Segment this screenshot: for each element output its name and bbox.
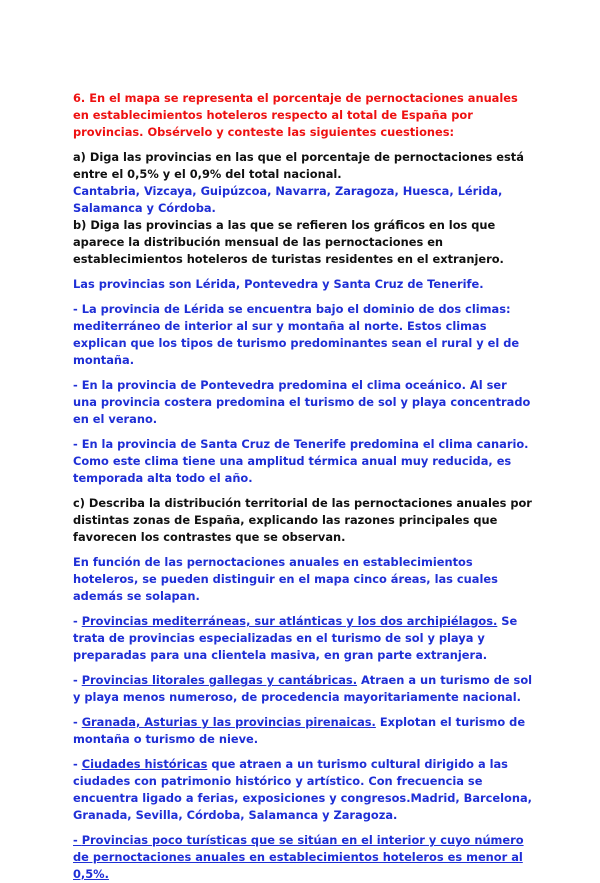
area-text: Explotan el turismo de montaña o turismo de nieve. (73, 715, 526, 746)
area-item-mediterranean (73, 613, 533, 664)
part-b-question: b) Diga las provincias a las que se refieren los gráficos en los que aparece la distribución mensual de las pernoctaciones en establecimientos hoteleros de turistas residentes en el extranjero. (73, 218, 504, 266)
area-prefix: - (73, 673, 82, 687)
part-c-question: c) Describa la distribución territorial de las pernoctaciones anuales por distintas zonas de España, explicando las razones principales que favorecen los contrastes que se observan. (73, 496, 532, 544)
area-item-galicia-cantabria (73, 672, 533, 706)
part-a-answer: Cantabria, Vizcaya, Guipúzcoa, Navarra, Zaragoza, Huesca, Lérida, Salamanca y Córdoba. (73, 184, 503, 215)
area-prefix: - (73, 715, 82, 729)
area-text: Atraen a un turismo de sol y playa menos numeroso, de procedencia mayoritariamente nacional. (73, 673, 533, 704)
area-title: Granada, Asturias y las provincias pirenaicas. (81, 715, 376, 729)
area-title: Provincias poco turísticas que se sitúan en el interior y cuyo número de pernoctaciones anuales en establecimientos hoteleros es menor al 0,5%. (73, 833, 524, 881)
part-a-question: a) Diga las provincias en las que el porcentaje de pernoctaciones está entre el 0,5% y el 0,9% del total nacional. (73, 150, 524, 181)
area-prefix: - (73, 833, 82, 847)
area-title: Provincias mediterráneas, sur atlánticas y los dos archipiélagos. (81, 614, 498, 628)
document-content (73, 90, 533, 883)
area-title: Ciudades históricas (81, 757, 208, 771)
part-b-item-tenerife: - En la provincia de Santa Cruz de Tenerife predomina el clima canario. Como este clima tiene una amplitud térmica anual muy reducida, es temporada alta todo el año. (73, 437, 529, 485)
part-b-answer: Las provincias son Lérida, Pontevedra y Santa Cruz de Tenerife. (73, 277, 484, 291)
question-heading: 6. En el mapa se representa el porcentaje de pernoctaciones anuales en establecimientos hoteleros respecto al total de España por provincias. Obsérvelo y conteste las siguientes cuestiones: (73, 91, 518, 139)
area-title: Provincias litorales gallegas y cantábricas. (81, 673, 358, 687)
part-c-intro: En función de las pernoctaciones anuales en establecimientos hoteleros, se pueden distinguir en el mapa cinco áreas, las cuales además se solapan. (73, 555, 498, 603)
area-item-historic-cities (73, 756, 533, 824)
part-b-item-pontevedra: - En la provincia de Pontevedra predomina el clima oceánico. Al ser una provincia costera predomina el turismo de sol y playa concentrado en el verano. (73, 378, 531, 426)
area-text: Se trata de provincias especializadas en el turismo de sol y playa y preparadas para una clientela masiva, en gran parte extranjera. (73, 614, 518, 662)
area-item-mountain (73, 714, 533, 748)
area-prefix: - (73, 757, 82, 771)
area-item-low-tourism (73, 832, 533, 883)
area-prefix: - (73, 614, 82, 628)
part-b-item-lerida: - La provincia de Lérida se encuentra bajo el dominio de dos climas: mediterráneo de interior al sur y montaña al norte. Estos climas explican que los tipos de turismo predominantes sean el rural y el de montaña. (73, 302, 520, 367)
area-text: que atraen a un turismo cultural dirigido a las ciudades con patrimonio histórico y artístico. Con frecuencia se encuentra ligado a ferias, exposiciones y congresos.Madrid, Barcelona, Granada, Sevilla, Córdoba, Salamanca y Zaragoza. (73, 757, 532, 822)
